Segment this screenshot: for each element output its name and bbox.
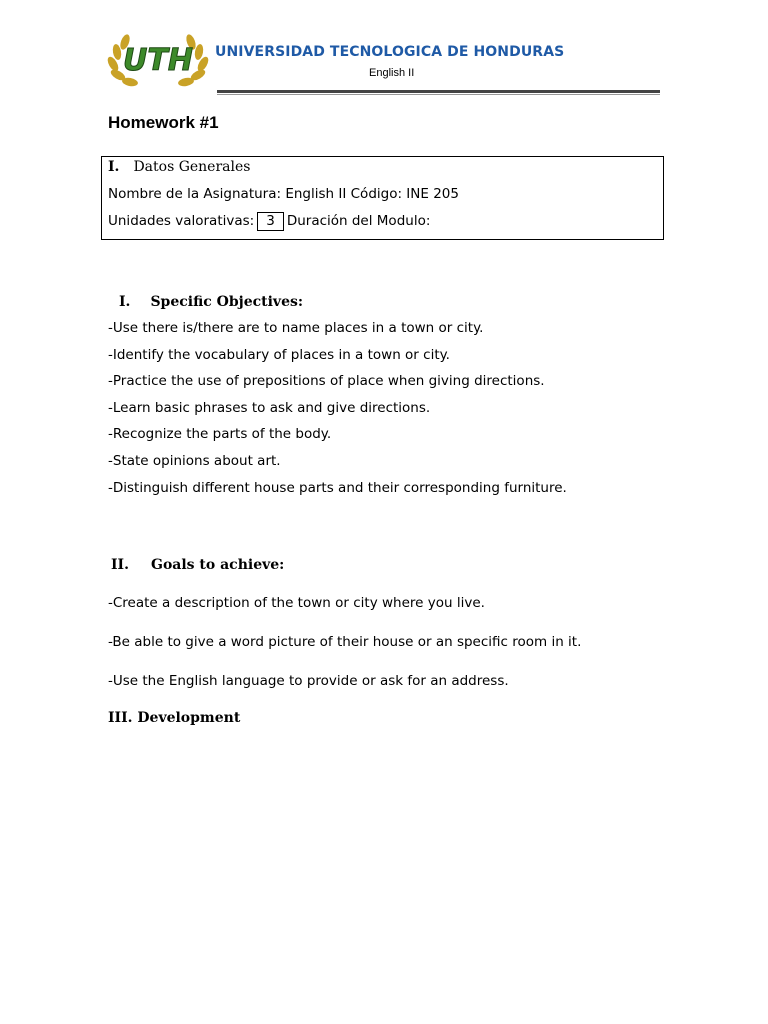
units-value: 3 [257, 212, 284, 231]
goal-item: -Use the English language to provide or ask for an address. [108, 673, 509, 689]
units-line [108, 212, 430, 231]
header-divider-thin [217, 94, 660, 95]
goal-item: -Create a description of the town or city where you live. [108, 595, 485, 611]
objective-item: -Practice the use of prepositions of place when giving directions. [108, 373, 545, 389]
course-name: English II [369, 67, 415, 79]
objective-item: -State opinions about art. [108, 453, 281, 469]
objective-item: -Identify the vocabulary of places in a town or city. [108, 347, 450, 363]
goals-heading [111, 557, 284, 573]
objective-item: -Distinguish different house parts and their corresponding furniture. [108, 480, 567, 496]
goals-title: Goals to achieve: [150, 557, 285, 573]
duration-label: Duración del Modulo: [286, 213, 431, 229]
general-data-numeral: I. [108, 159, 120, 175]
laurel-logo-icon [103, 28, 233, 90]
objectives-title: Specific Objectives: [150, 294, 304, 310]
university-name: UNIVERSIDAD TECNOLOGICA DE HONDURAS [215, 44, 565, 60]
objective-item: -Learn basic phrases to ask and give directions. [108, 400, 431, 416]
logo-lettering: UTH [123, 43, 193, 78]
units-label: Unidades valorativas: [108, 213, 255, 229]
general-data-heading [108, 159, 250, 175]
objectives-numeral: I. [119, 294, 131, 310]
objective-item: -Recognize the parts of the body. [108, 426, 332, 442]
homework-title: Homework #1 [108, 113, 219, 132]
objective-item: -Use there is/there are to name places in a town or city. [108, 320, 484, 336]
subject-line: Nombre de la Asignatura: English II Código: INE 205 [108, 186, 459, 202]
goals-numeral: II. [111, 557, 129, 573]
university-logo [103, 28, 233, 90]
development-heading: III. Development [108, 710, 241, 726]
general-data-title: Datos Generales [133, 159, 251, 175]
objectives-heading [119, 294, 303, 310]
goal-item: -Be able to give a word picture of their house or an specific room in it. [108, 634, 582, 650]
header-divider [217, 90, 660, 93]
